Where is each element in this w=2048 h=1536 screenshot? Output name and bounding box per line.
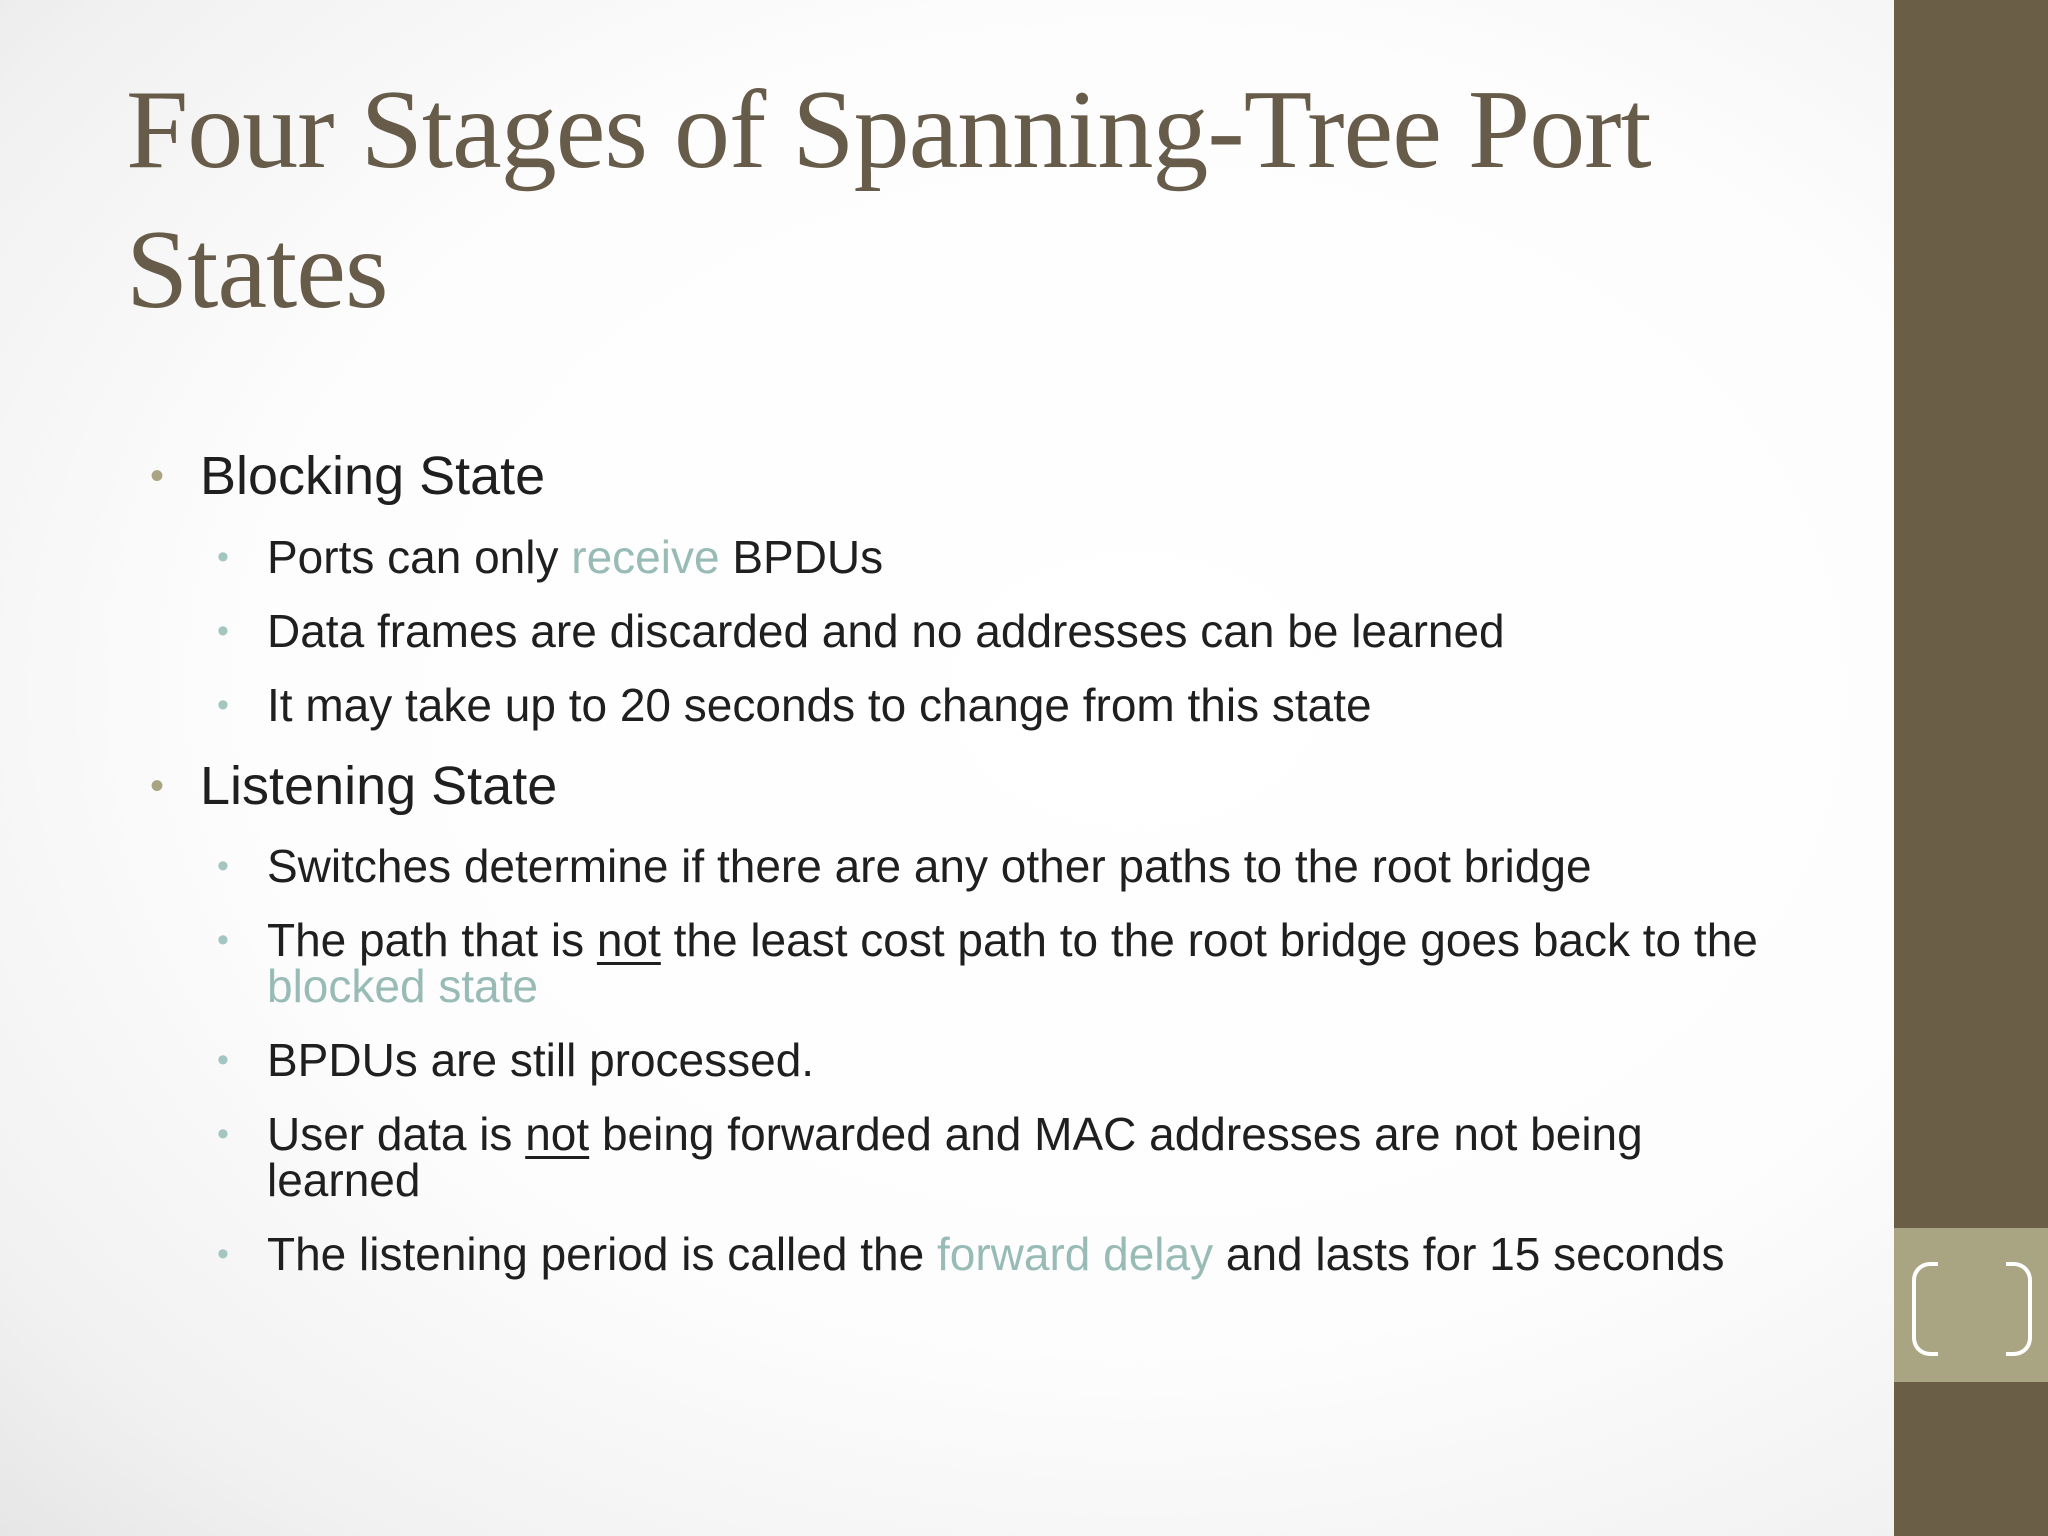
bullet-dot-icon: •	[217, 686, 229, 724]
bullet-text: The path that is	[267, 914, 597, 966]
bullet-dot-icon: •	[217, 847, 229, 885]
bullet-text: User data is	[267, 1108, 526, 1160]
bullet-text: the least cost path to the root bridge goes back to the	[660, 914, 1758, 966]
bullet-item	[217, 1034, 1807, 1086]
bullet-text: Data frames are discarded and no addresses can be learned	[267, 605, 1505, 657]
highlight-term-forward-delay: forward delay	[936, 1228, 1214, 1280]
bullet-text: Switches determine if there are any other paths to the root bridge	[267, 840, 1592, 892]
bullet-dot-icon: •	[150, 454, 165, 498]
bullet-dot-icon: •	[217, 921, 229, 959]
bullet-item	[217, 840, 1807, 892]
bullet-text: BPDUs	[719, 531, 884, 583]
highlight-term-receive: receive	[571, 531, 720, 583]
bullet-item	[217, 605, 1807, 657]
bullet-item	[217, 914, 1807, 1012]
section-heading-text: Blocking State	[200, 446, 546, 506]
bullet-item	[217, 679, 1807, 731]
page-number	[1912, 1262, 2032, 1352]
bullet-text: BPDUs are still processed.	[267, 1034, 815, 1086]
slide-title: Four Stages of Spanning-Tree Port States	[126, 68, 1651, 332]
highlight-term-blocked-state: blocked state	[267, 960, 539, 1012]
bullet-dot-icon: •	[217, 612, 229, 650]
bullet-text: and lasts for 15 seconds	[1213, 1228, 1725, 1280]
bullet-item	[217, 1228, 1807, 1280]
section-heading-text: Listening State	[200, 756, 558, 816]
bullet-text: Ports can only	[267, 531, 572, 583]
bullet-dot-icon: •	[217, 1041, 229, 1079]
page-number-text	[1912, 1262, 2032, 1352]
bullet-item	[217, 531, 1807, 583]
bullet-text: The listening period is called the	[267, 1228, 937, 1280]
bullet-text: being forwarded and MAC addresses are not being learned	[267, 1108, 1643, 1206]
section-heading-blocking	[150, 446, 546, 506]
bullet-text: It may take up to 20 seconds to change from this state	[267, 679, 1372, 731]
bullet-dot-icon: •	[217, 538, 229, 576]
section-heading-listening	[150, 756, 558, 816]
bullet-dot-icon: •	[217, 1235, 229, 1273]
bullet-dot-icon: •	[217, 1115, 229, 1153]
bullet-dot-icon: •	[150, 764, 165, 808]
emphasis-not: not	[596, 914, 661, 966]
bullet-item	[217, 1108, 1807, 1206]
emphasis-not: not	[525, 1108, 590, 1160]
